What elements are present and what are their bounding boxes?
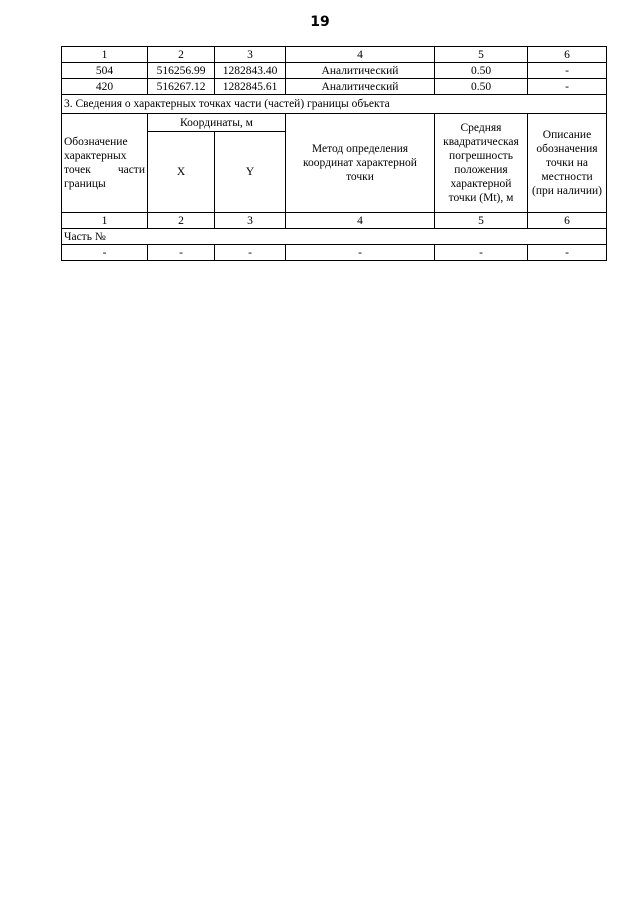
error: 0.50	[435, 79, 528, 95]
boundary-points-table	[61, 46, 607, 261]
col-number: 4	[286, 47, 435, 63]
method: Аналитический	[286, 79, 435, 95]
description: -	[528, 63, 607, 79]
point-id: 420	[62, 79, 148, 95]
col-number: 1	[62, 47, 148, 63]
method: -	[286, 245, 435, 261]
part-label-row	[62, 229, 607, 245]
col-number: 3	[215, 47, 286, 63]
error: 0.50	[435, 63, 528, 79]
header-method: Метод определения координат характерной точки	[286, 114, 435, 213]
coord-y: 1282845.61	[215, 79, 286, 95]
col-number: 6	[528, 47, 607, 63]
coord-y: -	[215, 245, 286, 261]
description: -	[528, 79, 607, 95]
header-y: Y	[215, 132, 286, 213]
col-number: 5	[435, 213, 528, 229]
section-title: 3. Сведения о характерных точках части (частей) границы объекта	[62, 95, 607, 114]
section3-header-row	[62, 114, 607, 132]
col-number: 5	[435, 47, 528, 63]
table-row	[62, 245, 607, 261]
error: -	[435, 245, 528, 261]
header-x: X	[148, 132, 215, 213]
point-id: -	[62, 245, 148, 261]
method: Аналитический	[286, 63, 435, 79]
header-coordinates: Координаты, м	[148, 114, 286, 132]
col-number: 2	[148, 213, 215, 229]
header-description: Описание обозначения точки на местности (при наличии)	[528, 114, 607, 213]
col-number: 4	[286, 213, 435, 229]
table-row	[62, 79, 607, 95]
description: -	[528, 245, 607, 261]
point-id: 504	[62, 63, 148, 79]
col-number: 2	[148, 47, 215, 63]
part-label: Часть №	[62, 229, 607, 245]
table-row	[62, 63, 607, 79]
coord-y: 1282843.40	[215, 63, 286, 79]
page-number: 19	[310, 14, 330, 30]
coord-x: -	[148, 245, 215, 261]
coord-x: 516267.12	[148, 79, 215, 95]
table1-header-row	[62, 47, 607, 63]
col-number: 1	[62, 213, 148, 229]
col-number: 6	[528, 213, 607, 229]
section-title-row	[62, 95, 607, 114]
col-number: 3	[215, 213, 286, 229]
coord-x: 516256.99	[148, 63, 215, 79]
header-error: Средняя квадратическая погрешность положения характерной точки (Mt), м	[435, 114, 528, 213]
header-point-designation: Обозначение характерных точек части границы	[62, 114, 148, 213]
section3-number-row	[62, 213, 607, 229]
